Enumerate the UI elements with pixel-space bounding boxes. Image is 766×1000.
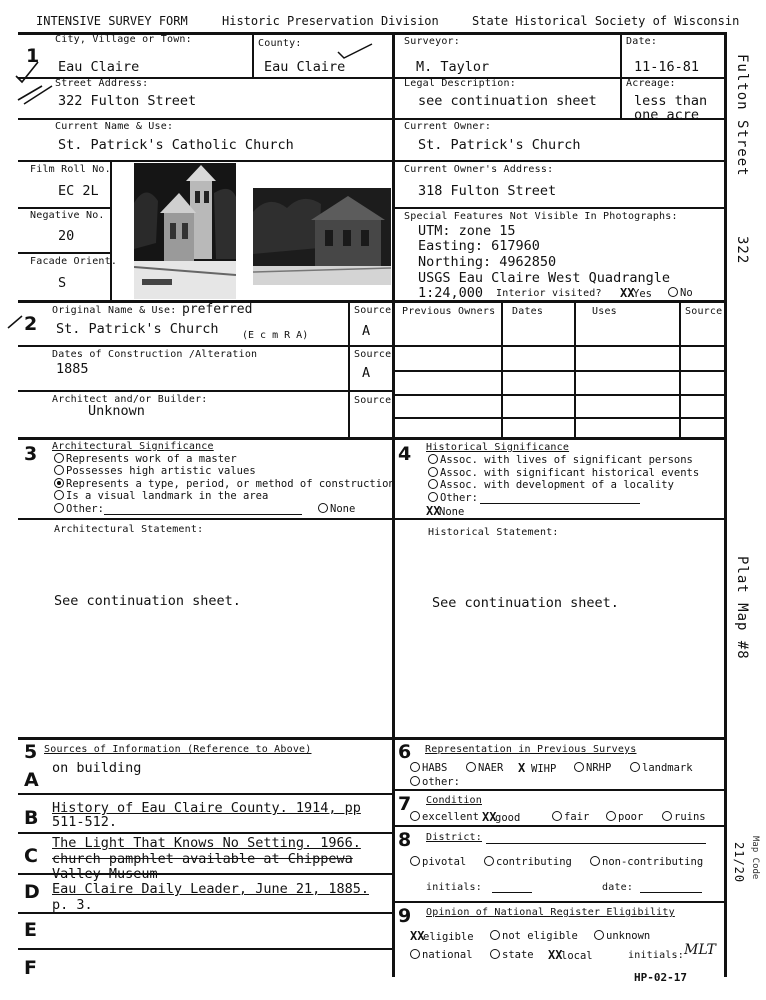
arch-option-artistic: Possesses high artistic values [54, 465, 256, 477]
hist-statement-label: Historical Statement: [428, 527, 559, 538]
handwritten-mark-icon [4, 312, 26, 332]
original-name-label: Original Name & Use: [52, 305, 177, 316]
survey-option-nrhp: NRHP [574, 762, 611, 774]
special-features-label: Special Features Not Visible In Photographs: [404, 211, 678, 222]
source-d-line-2: p. 3. [52, 897, 93, 913]
survey-option-other: other: [410, 776, 460, 788]
eligibility-title: Opinion of National Register Eligibility [426, 907, 675, 918]
source-letter-d: D [24, 881, 40, 903]
district-date-label: date: [602, 882, 634, 893]
source-letter-c: C [24, 845, 38, 867]
section-7-number: 7 [398, 793, 412, 815]
architect-label: Architect and/or Builder: [52, 394, 208, 405]
legal-value: see continuation sheet [418, 93, 597, 109]
owners-header-previous: Previous Owners [402, 306, 496, 317]
utm-zone: UTM: zone 15 [418, 223, 516, 239]
form-title: INTENSIVE SURVEY FORM [36, 14, 188, 28]
arch-option-landmark: Is a visual landmark in the area [54, 490, 268, 502]
facade-label: Facade Orient. [30, 256, 118, 267]
survey-option-landmark: landmark [630, 762, 693, 774]
arch-statement-value: See continuation sheet. [54, 593, 241, 609]
street-value: 322 Fulton Street [58, 93, 197, 109]
condition-poor: poor [606, 811, 643, 823]
eligibility-initials-value: MLT [684, 942, 716, 958]
usgs-quadrangle: USGS Eau Claire West Quadrangle [418, 270, 670, 286]
section-1-number: 1 [26, 45, 40, 67]
surveys-title: Representation in Previous Surveys [425, 744, 637, 755]
condition-title: Condition [426, 795, 482, 806]
handwritten-mark-icon [18, 82, 58, 108]
source-label-1: Source [354, 305, 392, 316]
facade-value: S [58, 275, 67, 291]
negative-label: Negative No. [30, 210, 105, 221]
margin-map-code-value: 21/20 [732, 842, 746, 884]
society-name: State Historical Society of Wisconsin [472, 14, 740, 28]
survey-option-wihp: X WIHP [518, 761, 557, 775]
church-photo-side [253, 188, 391, 285]
current-name-value: St. Patrick's Catholic Church [58, 137, 294, 153]
negative-value: 20 [58, 228, 75, 244]
source-a-value: on building [52, 760, 142, 776]
source-c-line-2: church pamphlet available at Chippewa [52, 851, 353, 867]
margin-map-code-label: Map Code [750, 836, 760, 880]
surveyor-label: Surveyor: [404, 36, 460, 47]
usgs-scale: 1:24,000 [418, 285, 484, 301]
arch-option-other: Other: [54, 503, 104, 515]
arch-statement-label: Architectural Statement: [54, 524, 204, 535]
eligibility-unknown: unknown [594, 930, 650, 942]
source-c-line-1: The Light That Knows No Setting. 1966. [52, 835, 361, 851]
section-2-number: 2 [24, 313, 38, 335]
hist-option-none: XXNone [426, 504, 465, 518]
hist-significance-title: Historical Significance [426, 442, 570, 453]
district-label: District: [426, 832, 482, 843]
source-label-2: Source [354, 349, 392, 360]
current-name-label: Current Name & Use: [55, 121, 174, 132]
owners-header-source: Source [685, 306, 723, 317]
district-pivotal: pivotal [410, 856, 466, 868]
district-non-contributing: non-contributing [590, 856, 703, 868]
eligibility-eligible: XXeligible [410, 929, 474, 943]
interior-visited-label: Interior visited? [496, 288, 602, 299]
film-roll-label: Film Roll No. [30, 164, 111, 175]
film-roll-value: EC 2L [58, 183, 99, 199]
source-c-line-3: Valley Museum [52, 866, 158, 882]
current-owner-value: St. Patrick's Church [418, 137, 581, 153]
owners-header-uses: Uses [592, 306, 617, 317]
date-label: Date: [626, 36, 658, 47]
eligibility-not-eligible: not eligible [490, 930, 578, 942]
dates-construction-label: Dates of Construction /Alteration [52, 349, 258, 360]
owner-address-value: 318 Fulton Street [418, 183, 557, 199]
hist-option-persons: Assoc. with lives of significant persons [428, 454, 693, 466]
original-name-note: preferred [182, 302, 253, 317]
condition-fair: fair [552, 811, 589, 823]
margin-number-vertical: 322 [734, 236, 750, 265]
street-label: Street Address: [55, 78, 149, 89]
section-4-number: 4 [398, 443, 412, 465]
owners-header-dates: Dates [512, 306, 544, 317]
interior-no-option: No [668, 287, 693, 299]
city-label: City, Village or Town: [55, 34, 192, 45]
utm-northing: Northing: 4962850 [418, 254, 557, 270]
date-value: 11-16-81 [634, 59, 700, 75]
survey-option-naer: NAER [466, 762, 503, 774]
division-name: Historic Preservation Division [222, 14, 439, 28]
source-letter-e: E [24, 919, 37, 941]
condition-ruins: ruins [662, 811, 706, 823]
source-value-1: A [362, 323, 371, 339]
source-letter-b: B [24, 807, 39, 829]
original-name-handwritten: (E c m R A) [242, 330, 309, 341]
section-6-number: 6 [398, 741, 412, 763]
hist-option-locality: Assoc. with development of a locality [428, 479, 674, 491]
interior-yes-option: XXYes [620, 286, 652, 300]
arch-significance-title: Architectural Significance [52, 441, 214, 452]
legal-label: Legal Description: [404, 78, 516, 89]
city-value: Eau Claire [58, 59, 140, 75]
sources-title: Sources of Information (Reference to Above) [44, 744, 312, 755]
architect-value: Unknown [88, 403, 145, 419]
source-b-line-2: 511-512. [52, 814, 118, 830]
hp-code: HP-02-17 [634, 971, 687, 984]
source-b-line-1: History of Eau Claire County. 1914, pp [52, 800, 361, 816]
eligibility-national: national [410, 949, 473, 961]
source-label-3: Source [354, 395, 392, 406]
section-5-number: 5 [24, 741, 38, 763]
section-9-number: 9 [398, 905, 412, 927]
acreage-value-1: less than [634, 93, 708, 109]
condition-good: XXgood [482, 810, 521, 824]
county-label: County: [258, 38, 302, 49]
section-8-number: 8 [398, 829, 412, 851]
eligibility-local: XXlocal [548, 948, 593, 962]
arch-option-type: Represents a type, period, or method of construction [54, 478, 395, 490]
handwritten-check-icon [336, 40, 376, 62]
survey-option-habs: HABS [410, 762, 447, 774]
owner-address-label: Current Owner's Address: [404, 164, 554, 175]
original-name-value: St. Patrick's Church [56, 321, 219, 337]
surveyor-value: M. Taylor [416, 59, 490, 75]
current-owner-label: Current Owner: [404, 121, 492, 132]
utm-easting: Easting: 617960 [418, 238, 540, 254]
dates-construction-value: 1885 [56, 361, 89, 377]
acreage-label: Acreage: [626, 78, 676, 89]
source-letter-a: A [24, 769, 39, 791]
acreage-value-2: one acre [634, 107, 700, 123]
eligibility-initials-label: initials: [628, 950, 684, 961]
arch-option-master: Represents work of a master [54, 453, 237, 465]
source-value-2: A [362, 365, 371, 381]
district-initials-label: initials: [426, 882, 482, 893]
condition-excellent: excellent [410, 811, 479, 823]
hist-option-other: Other: [428, 492, 478, 504]
district-contributing: contributing [484, 856, 572, 868]
hist-statement-value: See continuation sheet. [432, 595, 619, 611]
margin-street-vertical: Fulton Street [734, 54, 750, 177]
source-d-line-1: Eau Claire Daily Leader, June 21, 1885. [52, 881, 369, 897]
county-value: Eau Claire [264, 59, 346, 75]
hist-option-events: Assoc. with significant historical events [428, 467, 699, 479]
source-letter-f: F [24, 957, 37, 979]
church-photo-tower [134, 163, 236, 299]
arch-option-none: None [318, 503, 355, 515]
eligibility-state: state [490, 949, 534, 961]
margin-plat-vertical: Plat Map #8 [734, 556, 750, 660]
section-3-number: 3 [24, 443, 38, 465]
